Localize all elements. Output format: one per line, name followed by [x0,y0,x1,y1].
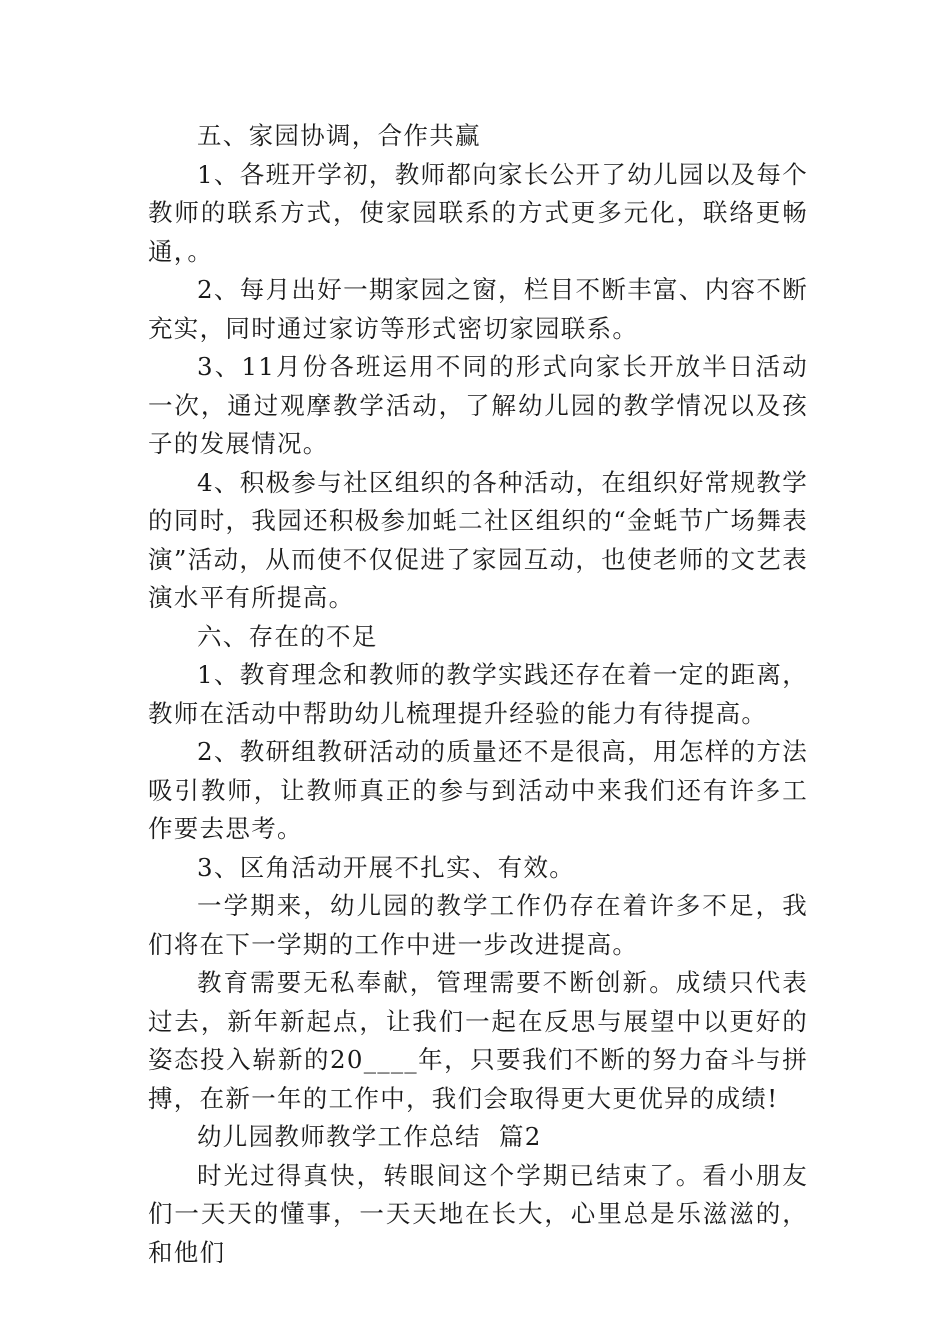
paragraph: 教育需要无私奉献，管理需要不断创新。成绩只代表过去，新年新起点，让我们一起在反思与展望中以更好的姿态投入崭新的20____年，只要我们不断的努力奋斗与拼搏，在新一年的工作中，我们会取得更大更优异的成绩! [148,968,808,1113]
paragraph: 2、每月出好一期家园之窗，栏目不断丰富、内容不断充实，同时通过家访等形式密切家园联系。 [148,275,808,343]
paragraph: 1、教育理念和教师的教学实践还存在着一定的距离，教师在活动中帮助幼儿梳理提升经验的能力有待提高。 [148,660,808,728]
paragraph: 1、各班开学初，教师都向家长公开了幼儿园以及每个教师的联系方式，使家园联系的方式更多元化，联络更畅通，。 [148,159,808,266]
paragraph: 2、教研组教研活动的质量还不是很高，用怎样的方法吸引教师，让教师真正的参与到活动中来我们还有许多工作要去思考。 [148,737,808,843]
article-heading: 幼儿园教师教学工作总结 篇2 [197,1122,542,1151]
paragraph: 4、积极参与社区组织的各种活动，在组织好常规教学的同时，我园还积极参加蚝二社区组织的“金蚝节广场舞表演”活动，从而使不仅促进了家园互动，也使老师的文艺表演水平有所提高。 [148,467,808,612]
paragraph: 一学期来，幼儿园的教学工作仍存在着许多不足，我们将在下一学期的工作中进一步改进提高。 [148,891,808,959]
paragraph: 3、区角活动开展不扎实、有效。 [197,852,576,882]
paragraph: 时光过得真快，转眼间这个学期已结束了。看小朋友们一天天的懂事，一天天地在长大，心里总是乐滋滋的，和他们 [148,1160,808,1267]
section-heading-6: 六、存在的不足 [197,621,378,651]
paragraph: 3、11月份各班运用不同的形式向家长开放半日活动一次，通过观摩教学活动，了解幼儿园的教学情况以及孩子的发展情况。 [148,352,808,458]
section-heading-5: 五、家园协调，合作共赢 [197,121,481,150]
document-body [148,117,808,1272]
